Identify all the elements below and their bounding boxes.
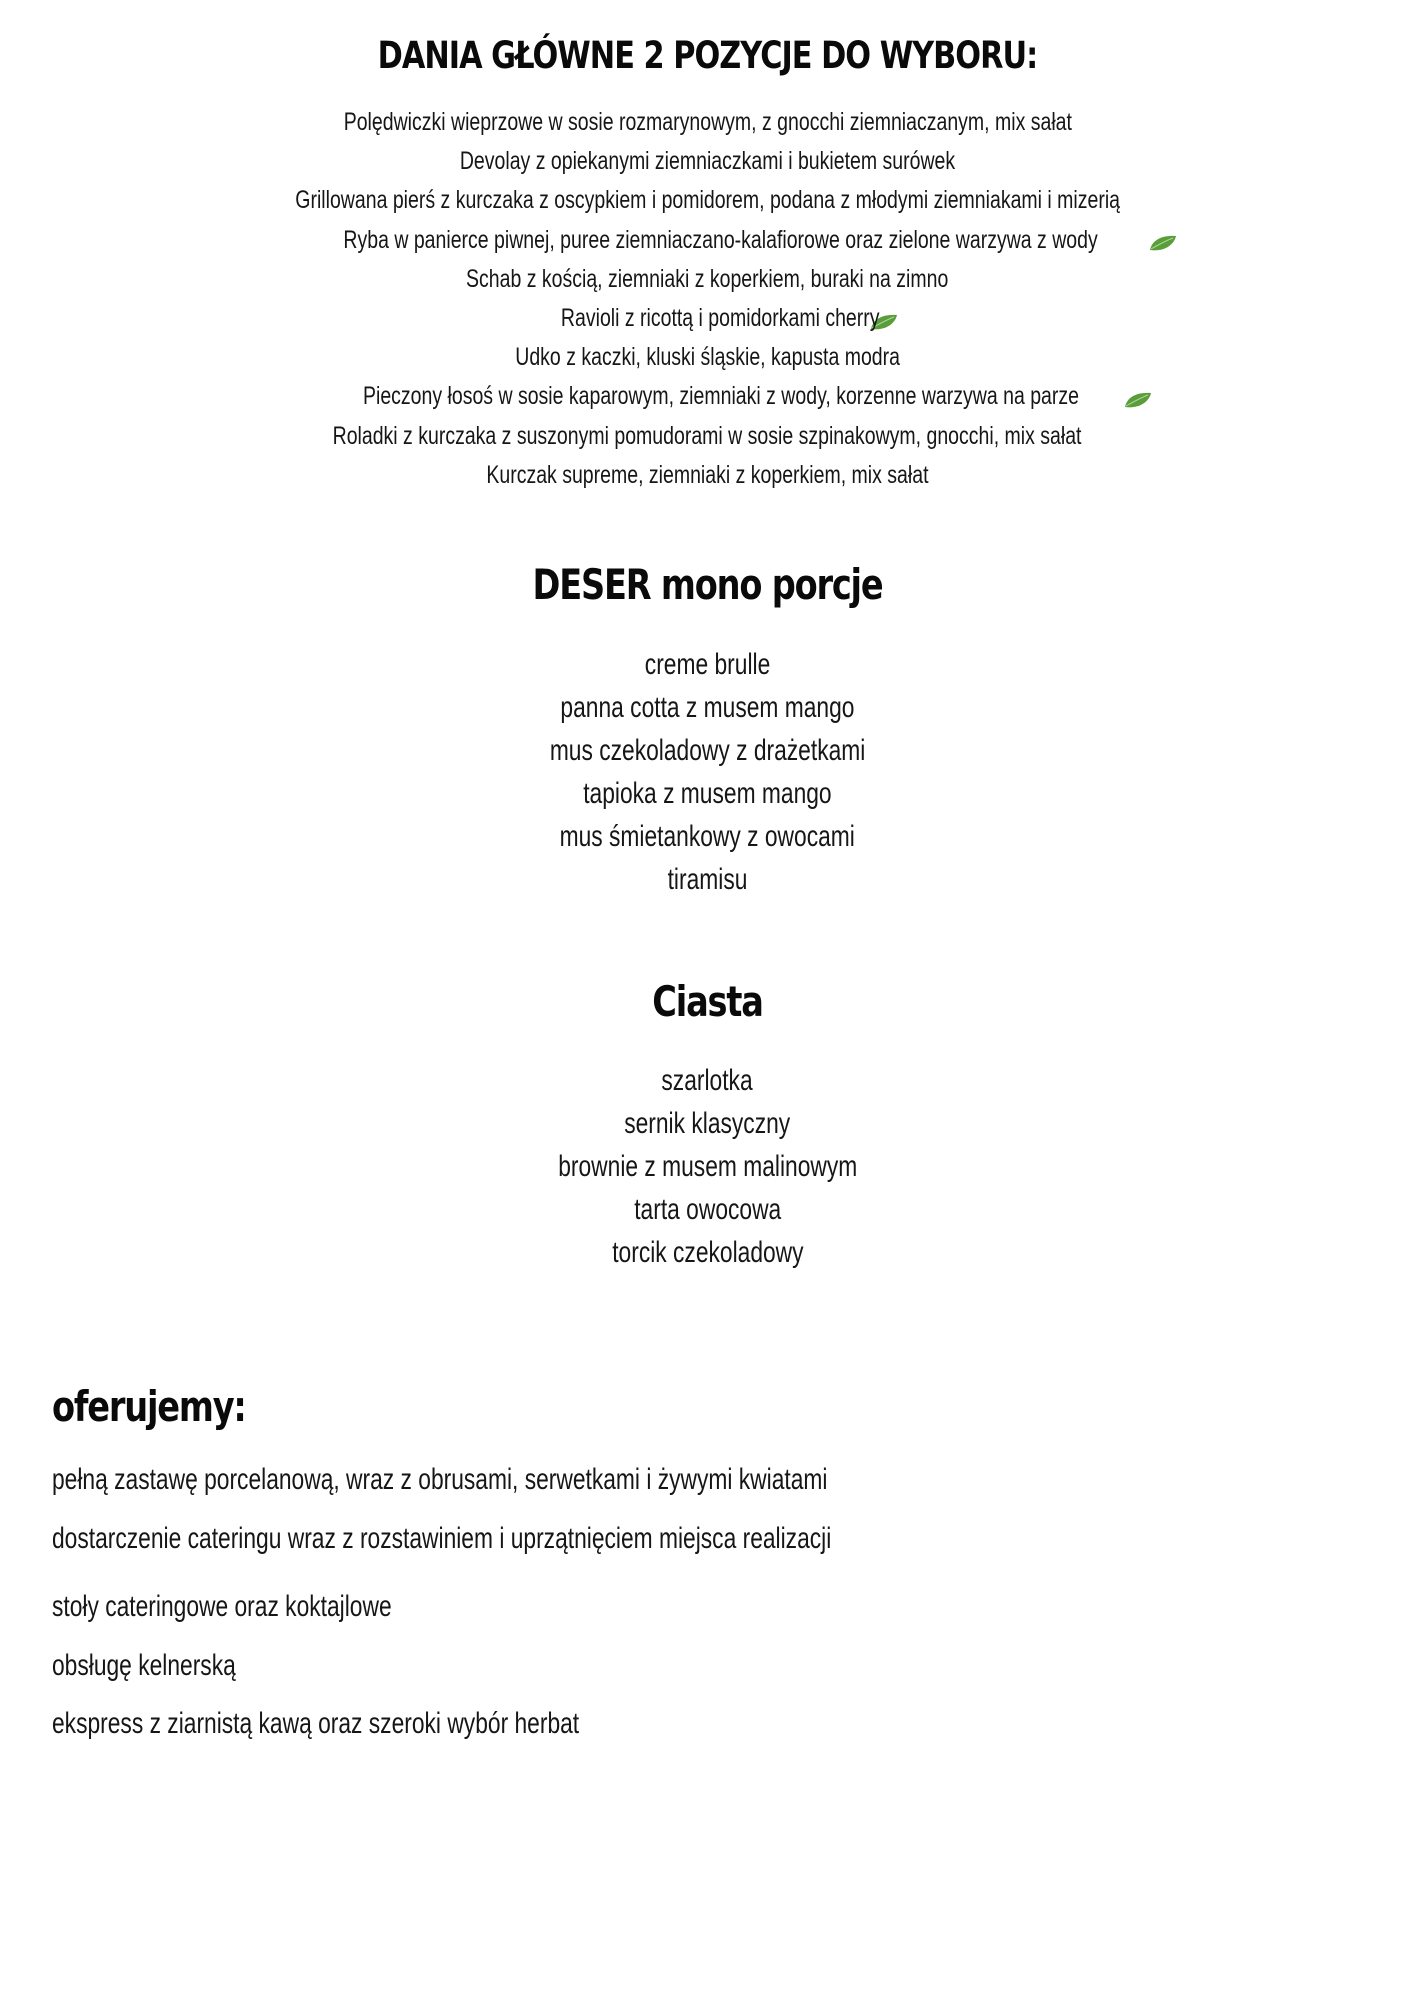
main-dish-label: Ravioli z ricottą i pomidorkami cherry (561, 303, 880, 332)
dessert-item (0, 686, 1415, 729)
dessert-item (0, 772, 1415, 815)
main-dish-label: Polędwiczki wieprzowe w sosie rozmarynowym, z gnocchi ziemniaczanym, mix sałat (343, 108, 1072, 136)
cake-item (0, 1059, 1415, 1102)
cake-item-label: brownie z musem malinowym (557, 1150, 858, 1183)
main-dish-item (0, 103, 1415, 142)
main-dish-item (0, 299, 1415, 338)
main-dish-label: Schab z kością, ziemniaki z koperkiem, buraki na zimno (466, 264, 949, 293)
cake-item (0, 1188, 1415, 1231)
main-dish-label: Udko z kaczki, kluski śląskie, kapusta modra (515, 343, 900, 372)
main-dishes-list (0, 103, 1415, 495)
main-dish-label: Roladki z kurczaka z suszonymi pomudorami w sosie szpinakowym, gnocchi, mix sałat (333, 421, 1082, 450)
dessert-item (0, 858, 1415, 901)
cake-item-label: szarlotka (661, 1064, 754, 1097)
dessert-item-label: creme brulle (644, 648, 771, 681)
main-dish-item (0, 142, 1415, 181)
dessert-item-label: mus czekoladowy z drażetkami (549, 734, 866, 767)
dessert-item (0, 729, 1415, 772)
main-dish-label: Grillowana pierś z kurczaka z oscypkiem i pomidorem, podana z młodymi ziemniakami i mizerią (295, 186, 1120, 215)
offer-item: ekspress z ziarnistą kawą oraz szeroki wybór herbat (52, 1707, 580, 1740)
dessert-item-label: mus śmietankowy z owocami (559, 820, 856, 853)
dessert-item-label: tiramisu (667, 863, 748, 896)
dessert-item-label: panna cotta z musem mango (560, 691, 855, 724)
main-dish-item (0, 338, 1415, 377)
cakes-list (0, 1059, 1415, 1274)
leaf-icon (1148, 233, 1178, 253)
cake-item-label: sernik klasyczny (624, 1107, 791, 1140)
cake-item (0, 1145, 1415, 1188)
leaf-icon (1123, 390, 1153, 410)
offer-item: pełną zastawę porcelanową, wraz z obrusami, serwetkami i żywymi kwiatami (52, 1463, 828, 1496)
main-dish-label: Ryba w panierce piwnej, puree ziemniaczano-kalafiorowe oraz zielone warzywa z wody (343, 225, 1098, 254)
cake-item (0, 1102, 1415, 1145)
main-dish-item (0, 377, 1415, 416)
main-dish-item (0, 181, 1415, 220)
main-dishes-heading: DANIA GŁÓWNE 2 POZYCJE DO WYBORU: (377, 34, 1038, 77)
dessert-item (0, 815, 1415, 858)
main-dish-label: Kurczak supreme, ziemniaki z koperkiem, mix sałat (486, 460, 929, 489)
cake-item-label: torcik czekoladowy (611, 1236, 804, 1269)
main-dish-item (0, 260, 1415, 299)
cake-item-label: tarta owocowa (633, 1193, 782, 1226)
main-dish-label: Devolay z opiekanymi ziemniaczkami i bukietem surówek (459, 147, 956, 176)
main-dish-item (0, 456, 1415, 495)
offer-item: obsługę kelnerską (52, 1649, 236, 1682)
dessert-list (0, 643, 1415, 901)
main-dish-item (0, 417, 1415, 456)
offer-heading: oferujemy: (52, 1382, 246, 1431)
main-dish-label: Pieczony łosoś w sosie kaparowym, ziemniaki z wody, korzenne warzywa na parze (362, 382, 1079, 411)
main-dish-item (0, 221, 1415, 260)
cakes-heading: Ciasta (652, 977, 763, 1026)
dessert-heading: DESER mono porcje (532, 560, 883, 609)
offer-item: stoły cateringowe oraz koktajlowe (52, 1590, 392, 1623)
dessert-item-label: tapioka z musem mango (583, 777, 832, 810)
dessert-item (0, 643, 1415, 686)
offer-item: dostarczenie cateringu wraz z rozstawiniem i uprzątnięciem miejsca realizacji (52, 1522, 832, 1555)
cake-item (0, 1231, 1415, 1274)
